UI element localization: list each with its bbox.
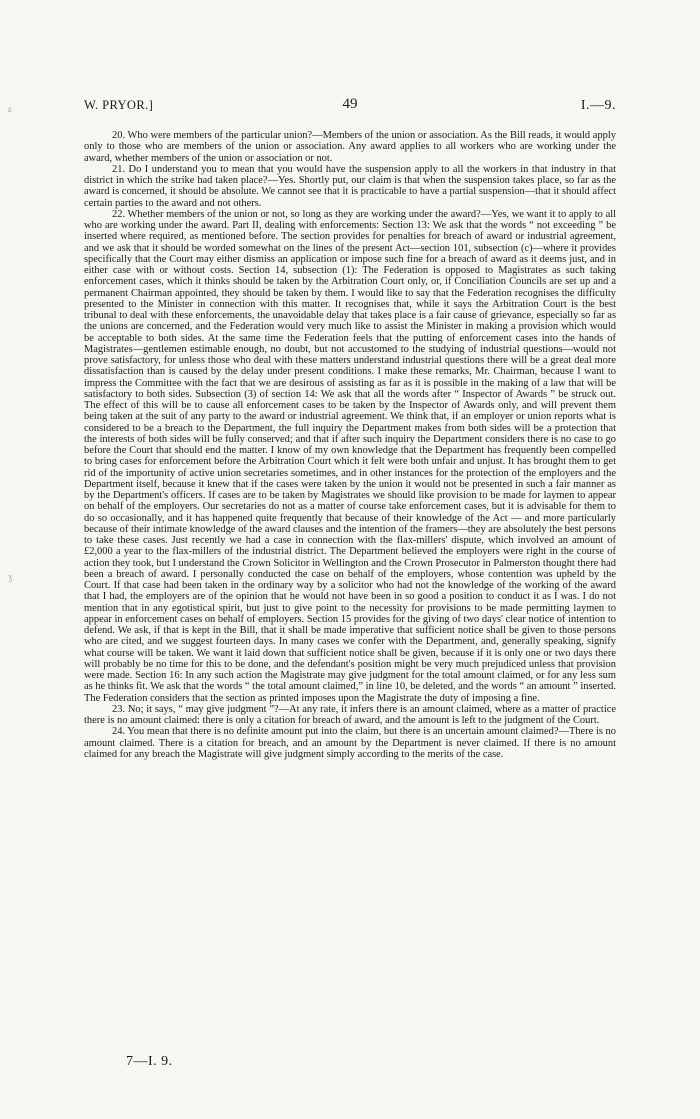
paragraph-24: 24. You mean that there is no definite amount put into the claim, but there is an uncertain amount claimed?—There is no amount claimed. There is a citation for breach, and an amount by the Department is never claimed. If there is no amount claimed for any breach the Magistrate will give judgment simply according to the merits of the case.: [84, 726, 616, 760]
paragraph-21: 21. Do I understand you to mean that you would have the suspension apply to all the workers in that industry in that district in which the strike had taken place?—Yes. Shortly put, our claim is that when the suspension takes place, so far as the award is concerned, it should be absolute. We cannot see that it is practicable to have a partial suspension—that it should affect certain parties to the award and not others.: [84, 163, 616, 209]
margin-mark-top: ɛ: [8, 104, 12, 114]
paragraph-22: 22. Whether members of the union or not, so long as they are working under the award?—Yes, we want it to apply to all who are working under the award. Part II, dealing with enforcements: Section 13: We ask that the words “ not exceeding ” be inserted where required, as mentioned before. The section provides for penalties for breach of award or industrial agreement, and we ask that it should be worded somewhat on the lines of the present Act—section 101, subsection (c)—where it provides specifically that the Court may either dismiss an application or impose such fine for a breach of award as it deems just, and in either case with or without costs. Section 14, subsection (1): The Federation is opposed to Magistrates as such taking enforcement cases, which it thinks should be taken by the Arbitration Court only, or, if Conciliation Councils are set up and a permanent Chairman appointed, they should be taken by them. I would like to say that the Federation recognises the difficulty presented to the Minister in connection with this matter. It recognises that, while it says the Arbitration Court is the best tribunal to deal with these enforcements, the unavoidable delay that takes place is a fair cause of grievance, especially so far as the unions are concerned, and the Federation would very much like to assist the Minister in making a provision which would be acceptable to both sides. At the same time the Federation feels that the putting of enforcement cases into the hands of Magistrates—gentlemen estimable enough, no doubt, but not accustomed to the studying of industrial questions—would not prove satisfactory, for unless those who deal with these matters understand industrial questions there will be a great deal more dissatisfaction than is caused by the delay under present conditions. I make these remarks, Mr. Chairman, because I want to impress the Committee with the fact that we are desirous of assisting as far as it is possible in the making of a law that will be satisfactory to both sides. Subsection (3) of section 14: We ask that all the words after “ Inspector of Awards ” be struck out. The effect of this will be to cause all enforcement cases to be taken by the Inspector of Awards only, and will prevent them being taken at the suit of any party to the award or industrial agreement. We think that, if an employer or union reports what is considered to be a breach to the Department, the full inquiry the Department makes from both sides will be a protection that the interests of both sides will be fully conserved; and that if after such inquiry the Department considers there is no case to go before the Court that should end the matter. I know of my own knowledge that the Department has frequently been compelled to bring cases for enforcement before the Arbitration Court which it felt were both unfair and unjust. It has brought them to get rid of the importunity of active union secretaries sometimes, and in other instances for the protection of the employers and the Department itself, because it knew that if the cases were taken by the union it would not be presented in such a fair manner as by the Department's officers. If cases are to be taken by Magistrates we should like provision to be made for laymen to appear on behalf of the employers. Our secretaries do not as a matter of course take enforcement cases, but it is advisable for them to do so occasionally, and it has happened quite frequently that because of their knowledge of the Act — and more particularly because of their intimate knowledge of the award clauses and the intention of the framers—they are absolutely the best persons to take these cases. Just recently we had a case in connection with the flax-millers' dispute, which involved an amount of £2,000 a year to the flax-millers of the industrial district. The Department believed the employers were right in the course of action they took, but I understand the Crown Solicitor in Wellington and the Crown Prosecutor in Palmerston thought there had been a breach of award. I personally conducted the case on behalf of the employers, whose contention was upheld by the Court. If that case had been taken in the ordinary way by a solicitor who had not the knowledge of the working of the award that I had, the employers are of the opinion that he would not have been in so good a position to conduct it as I was. I do not mention that in any egotistical spirit, but just to give point to the necessity for provisions to be made permitting laymen to appear in enforcement cases on behalf of employers. Section 15 provides for the giving of two days' clear notice of intention to defend. We ask, if that is kept in the Bill, that it shall be made imperative that sufficient notice shall be given to those persons who are cited, and we suggest fourteen days. In many cases we confer with the Department, and, generally speaking, signify what course will be taken. We want it laid down that sufficient notice shall be given, because if it is only one or two days there will probably be no time for this to be done, and the defendant's position might be very much prejudiced unless that provision were made. Section 16: In any such action the Magistrate may give judgment for the total amount claimed, or for any less sum as he thinks fit. We ask that the words “ the total amount claimed,” in line 10, be deleted, and the words “ an amount ” inserted. The Federation considers that the section as printed imposes upon the Magistrate the duty of imposing a fine.: [84, 208, 616, 704]
header-witness: W. PRYOR.]: [84, 98, 154, 112]
footer-signature: 7—I. 9.: [126, 1054, 173, 1069]
page-header: [84, 98, 616, 118]
page-number: 49: [342, 96, 358, 112]
paragraph-20: 20. Who were members of the particular union?—Members of the union or association. As the Bill reads, it would apply only to those who are members of the union or association. Any award applies to all workers who are working under the award, whether members of the union or association or not.: [84, 130, 616, 164]
margin-mark-middle: ʒ: [8, 572, 12, 582]
document-body: [84, 130, 616, 760]
paragraph-23: 23. No; it says, “ may give judgment ”?—At any rate, it infers there is an amount claimed, where as a matter of practice there is no amount claimed: there is only a citation for breach of award, and the amount is left to the judgment of the Court.: [84, 703, 616, 726]
document-reference: I.—9.: [580, 98, 616, 113]
